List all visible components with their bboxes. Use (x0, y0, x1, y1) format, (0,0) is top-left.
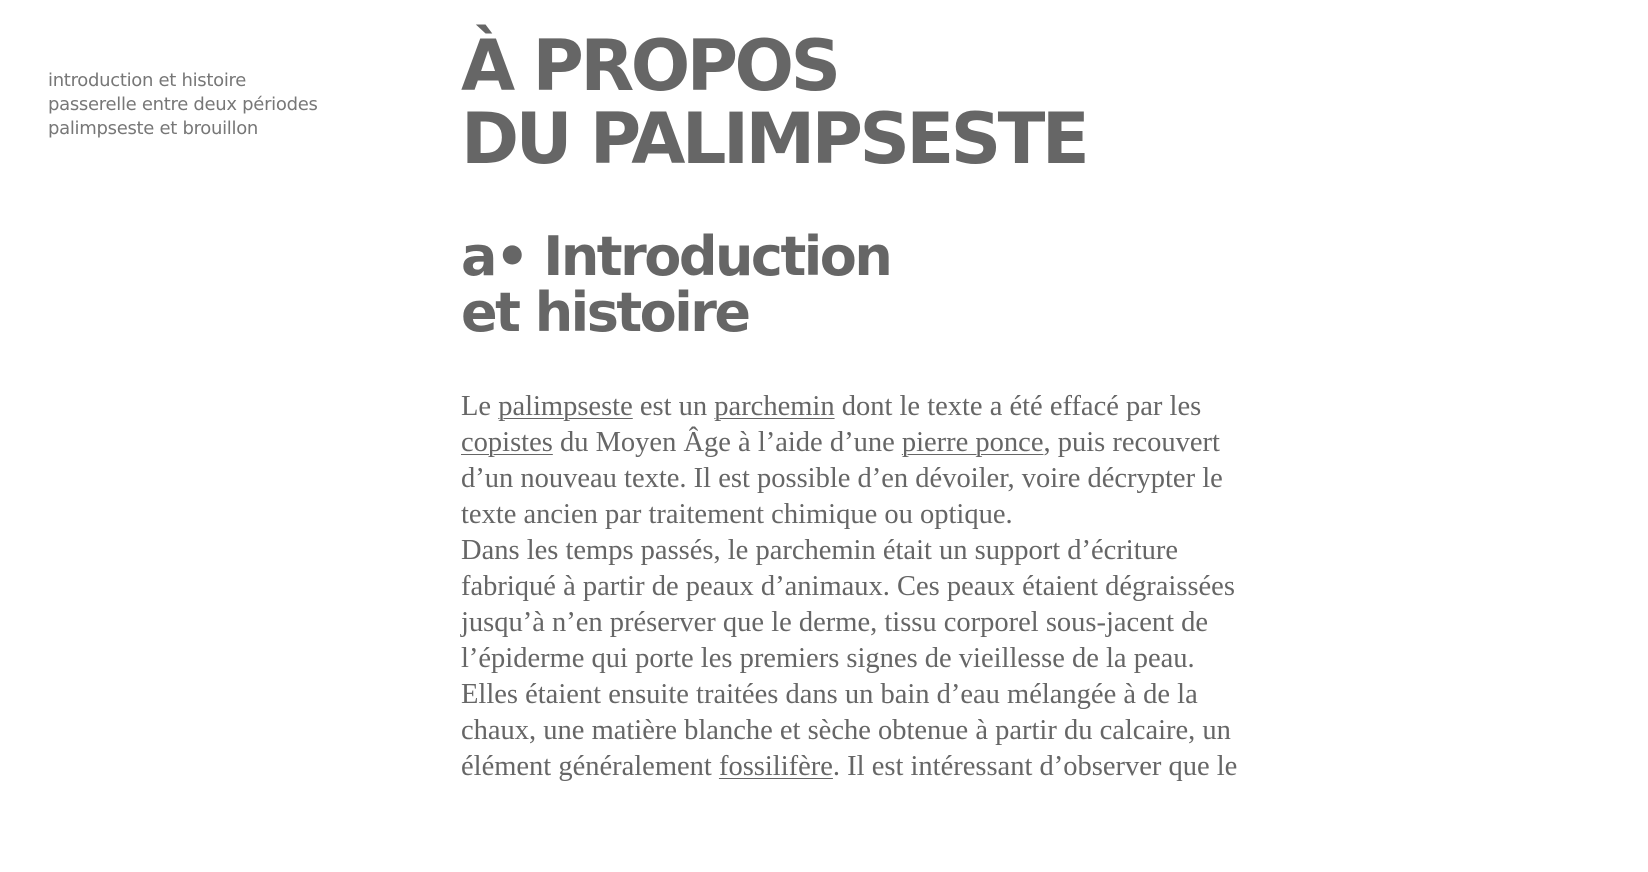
paragraph-2-text-2: . Il est intéressant d’observer que le (832, 751, 1238, 782)
page-title-line-2: DU PALIMPSESTE (461, 98, 1087, 180)
page-title-line-1: À PROPOS (461, 25, 838, 107)
nav-link-palimpseste[interactable]: palimpseste et brouillon (48, 118, 259, 139)
paragraph-2-text-1: Dans les temps passés, le parchemin était un support d’écriture fabriqué à partir de peaux d’animaux. Ces peaux étaient dégraissées jusqu’à n’en préserver que le derme, tissu corporel sous-jacent de l’épiderme qui porte les premiers signes de vieillesse de la peau. Elles étaient ensuite traitées dans un bain d’eau mélangée à de la chaux, une matière blanche et sèche obtenue à partir du calcaire, un élément généralement (461, 535, 1235, 782)
main-content (461, 25, 1261, 785)
paragraph-1-text-1: Le (461, 391, 499, 422)
nav-link-passerelle[interactable]: passerelle entre deux périodes (48, 94, 318, 115)
paragraph-1-text-2: est un (632, 391, 715, 422)
section-title (461, 225, 1261, 344)
paragraph-1-text-5: , puis recouvert d’un nouveau texte. Il est possible d’en dévoiler, voire décrypter le texte ancien par traitement chimique ou optique. (461, 427, 1223, 530)
article-body (461, 389, 1251, 785)
page-title (461, 25, 1261, 180)
link-copistes[interactable]: copistes (461, 427, 553, 458)
link-fossilifere[interactable]: fossilifère (718, 751, 833, 782)
link-pierre-ponce[interactable]: pierre ponce (901, 427, 1044, 458)
paragraph-2 (461, 533, 1251, 785)
paragraph-1 (461, 389, 1251, 533)
link-palimpseste[interactable]: palimpseste (498, 391, 633, 422)
link-parchemin[interactable]: parchemin (714, 391, 835, 422)
section-title-line-1: a• Introduction (461, 225, 891, 288)
paragraph-1-text-3: dont le texte a été effacé par les (834, 391, 1202, 422)
nav-link-introduction[interactable]: introduction et histoire (48, 70, 247, 91)
section-title-line-2: et histoire (461, 281, 749, 344)
side-nav (48, 69, 378, 141)
paragraph-1-text-4: du Moyen Âge à l’aide d’une (552, 427, 902, 458)
